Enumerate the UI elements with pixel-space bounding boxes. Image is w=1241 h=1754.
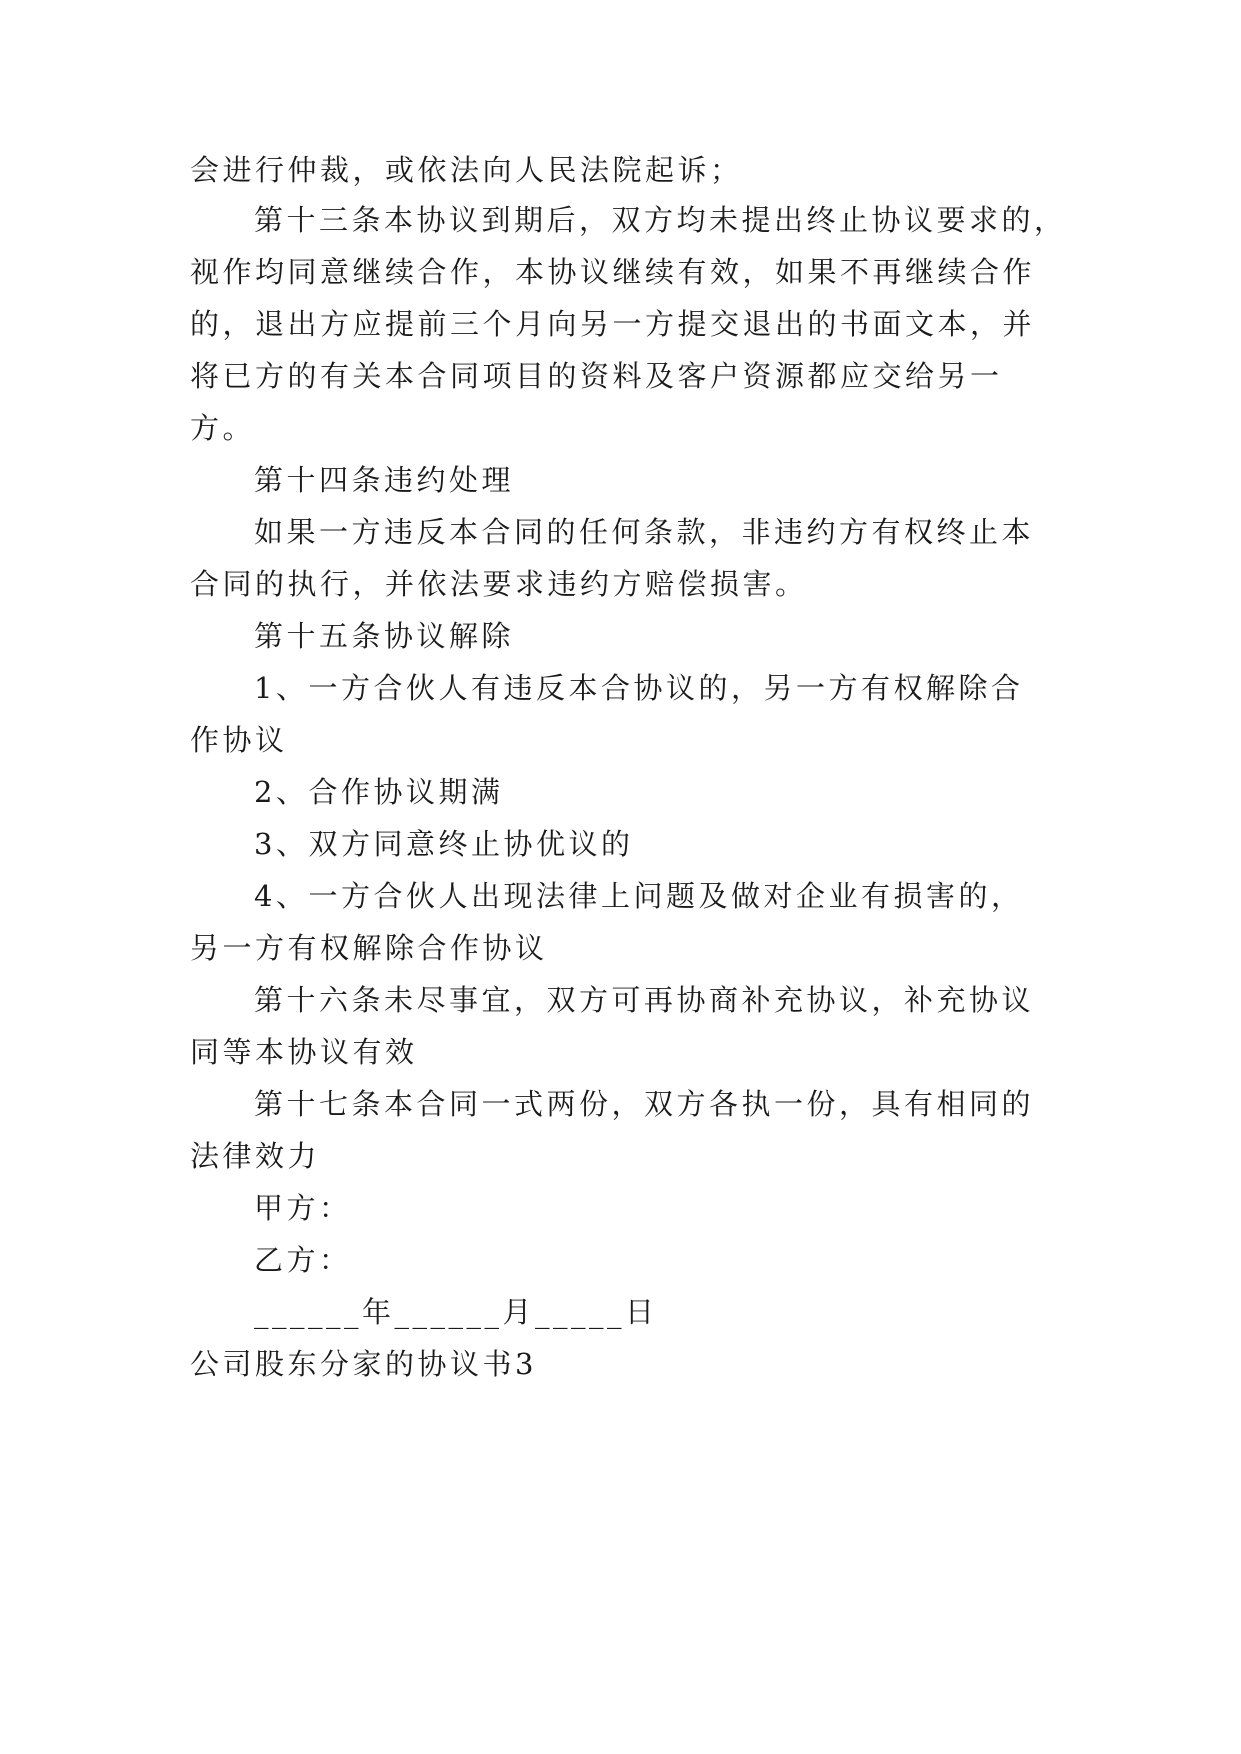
paragraph-line: 方。 xyxy=(190,411,256,445)
list-item: 1、一方合伙人有违反本合协议的，另一方有权解除合 xyxy=(254,671,1024,705)
article-15-heading: 第十五条协议解除 xyxy=(254,619,515,653)
party-b-signature-label: 乙方： xyxy=(254,1243,352,1277)
list-item: 4、一方合伙人出现法律上问题及做对企业有损害的， xyxy=(254,879,1024,913)
article-16-heading: 第十六条未尽事宜，双方可再协商补充协议，补充协议 xyxy=(254,983,1035,1017)
paragraph-line: 视作均同意继续合作，本协议继续有效，如果不再继续合作 xyxy=(190,255,1036,289)
next-document-title: 公司股东分家的协议书3 xyxy=(190,1347,537,1381)
paragraph-line: 同等本协议有效 xyxy=(190,1035,418,1069)
paragraph-line: 如果一方违反本合同的任何条款，非违约方有权终止本 xyxy=(254,515,1035,549)
paragraph-line: 的，退出方应提前三个月向另一方提交退出的书面文本，并 xyxy=(190,307,1036,341)
list-item: 2、合作协议期满 xyxy=(254,775,504,809)
paragraph-line: 将已方的有关本合同项目的资料及客户资源都应交给另一 xyxy=(190,359,1003,393)
paragraph-line: 作协议 xyxy=(190,723,288,757)
paragraph-line: 会进行仲裁，或依法向人民法院起诉； xyxy=(190,153,743,187)
article-17-heading: 第十七条本合同一式两份，双方各执一份，具有相同的 xyxy=(254,1087,1035,1121)
article-14-heading: 第十四条违约处理 xyxy=(254,463,515,497)
paragraph-line: 另一方有权解除合作协议 xyxy=(190,931,548,965)
article-13-heading: 第十三条本协议到期后，双方均未提出终止协议要求的， xyxy=(254,203,1067,237)
date-line: ______年______月_____日 xyxy=(254,1295,658,1329)
paragraph-line: 合同的执行，并依法要求违约方赔偿损害。 xyxy=(190,567,808,601)
list-item: 3、双方同意终止协优议的 xyxy=(254,827,634,861)
paragraph-line: 法律效力 xyxy=(190,1139,321,1173)
party-a-signature-label: 甲方： xyxy=(254,1191,352,1225)
